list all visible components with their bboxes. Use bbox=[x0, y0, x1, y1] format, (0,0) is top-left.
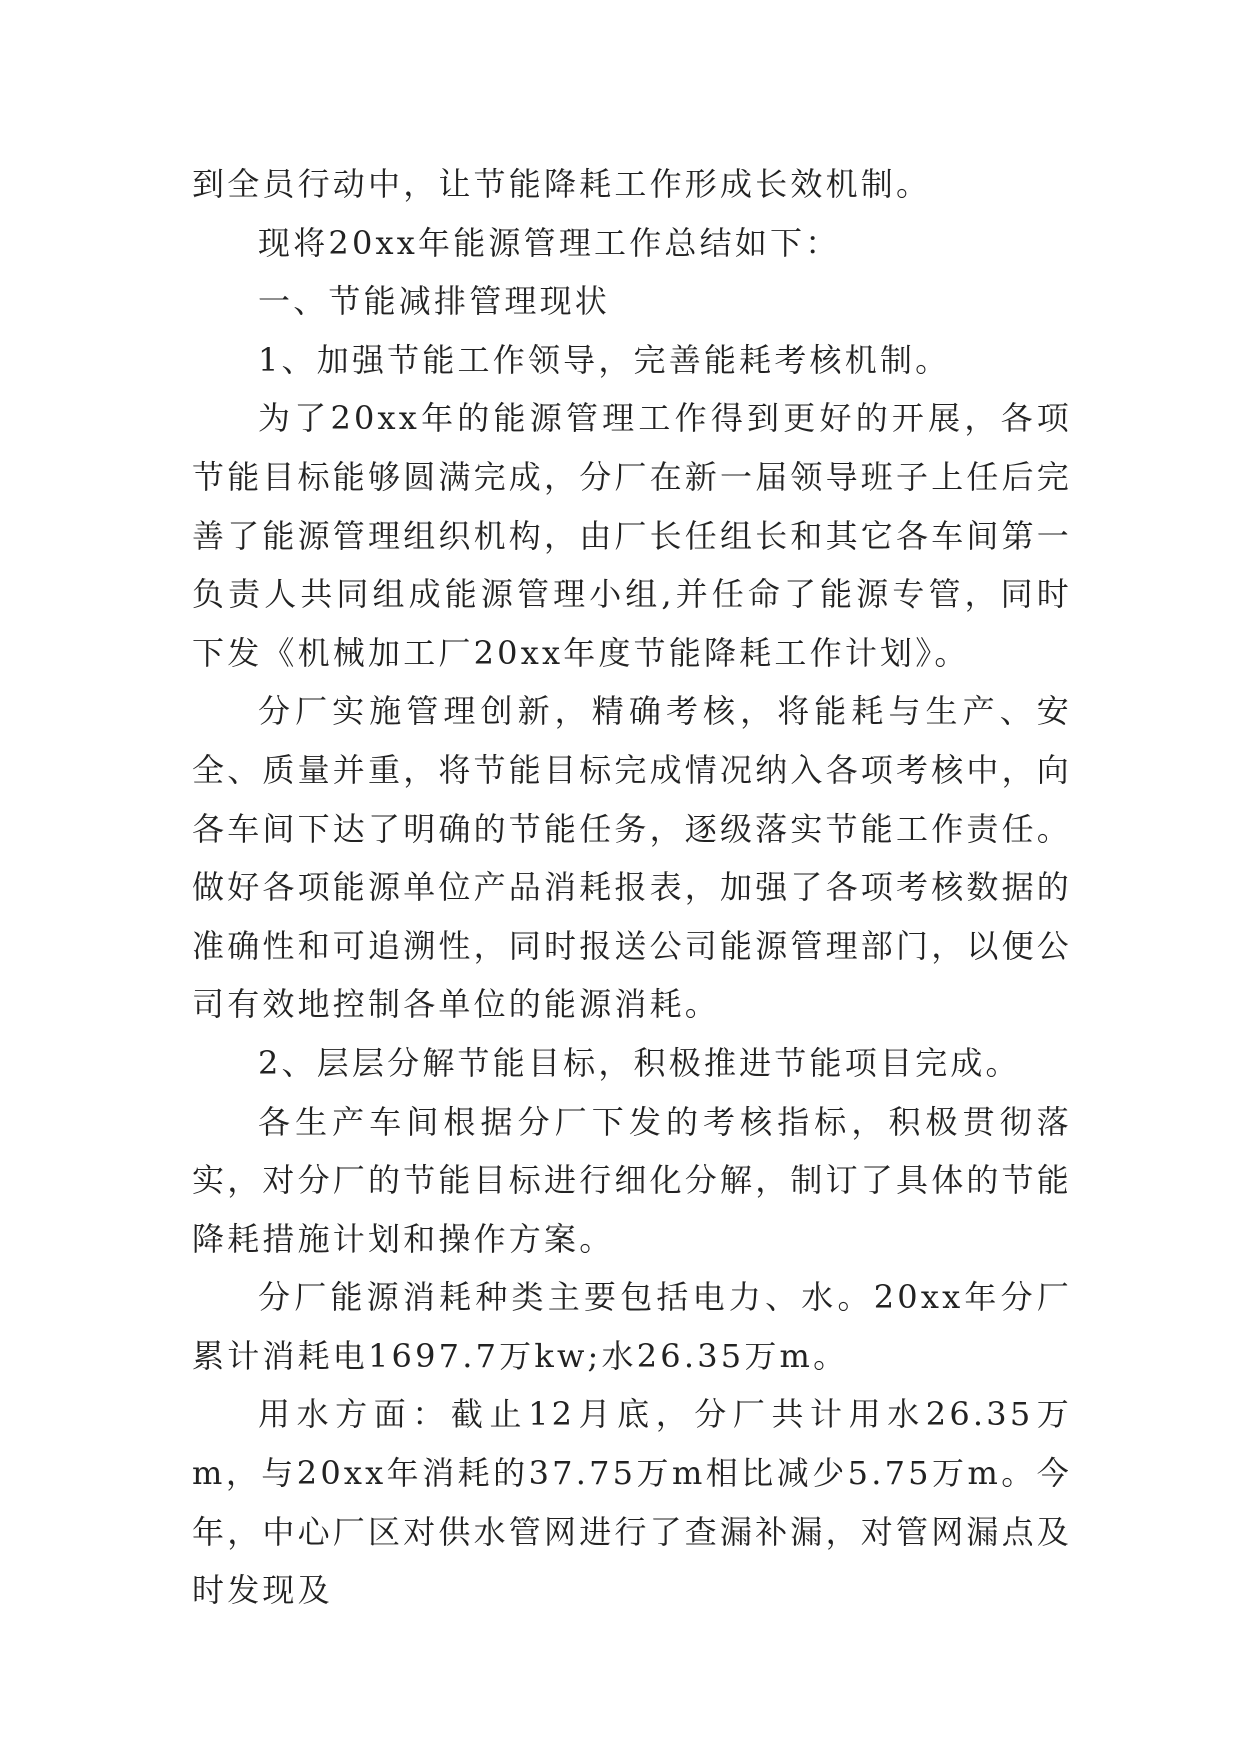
paragraph-leadership: 为了20xx年的能源管理工作得到更好的开展，各项节能目标能够圆满完成，分厂在新一届领导班子上任后完善了能源管理组织机构，由厂长任组长和其它各车间第一负责人共同组成能源管理小组,并任命了能源专管，同时下发《机械加工厂20xx年度节能降耗工作计划》。 bbox=[192, 399, 1073, 672]
paragraph-intro: 现将20xx年能源管理工作总结如下： bbox=[258, 223, 841, 262]
subsection-heading-1: 1、加强节能工作领导，完善能耗考核机制。 bbox=[258, 340, 951, 379]
section-heading-1: 一、节能减排管理现状 bbox=[258, 282, 611, 321]
paragraph-consumption: 分厂能源消耗种类主要包括电力、水。20xx年分厂累计消耗电1697.7万kw;水26.35万m。 bbox=[192, 1278, 1072, 1375]
subsection-heading-2: 2、层层分解节能目标，积极推进节能项目完成。 bbox=[258, 1043, 1021, 1082]
paragraph-workshops: 各生产车间根据分厂下发的考核指标，积极贯彻落实，对分厂的节能目标进行细化分解，制订了具体的节能降耗措施计划和操作方案。 bbox=[192, 1102, 1073, 1258]
document-body bbox=[192, 155, 1072, 1620]
paragraph-water: 用水方面：截止12月底，分厂共计用水26.35万m，与20xx年消耗的37.75万m相比减少5.75万m。今年，中心厂区对供水管网进行了查漏补漏，对管网漏点及时发现及 bbox=[192, 1395, 1073, 1610]
paragraph-management: 分厂实施管理创新，精确考核，将能耗与生产、安全、质量并重，将节能目标完成情况纳入各项考核中，向各车间下达了明确的节能任务，逐级落实节能工作责任。做好各项能源单位产品消耗报表，加强了各项考核数据的准确性和可追溯性，同时报送公司能源管理部门，以便公司有效地控制各单位的能源消耗。 bbox=[192, 692, 1073, 1024]
paragraph-continuation: 到全员行动中，让节能降耗工作形成长效机制。 bbox=[192, 165, 932, 203]
